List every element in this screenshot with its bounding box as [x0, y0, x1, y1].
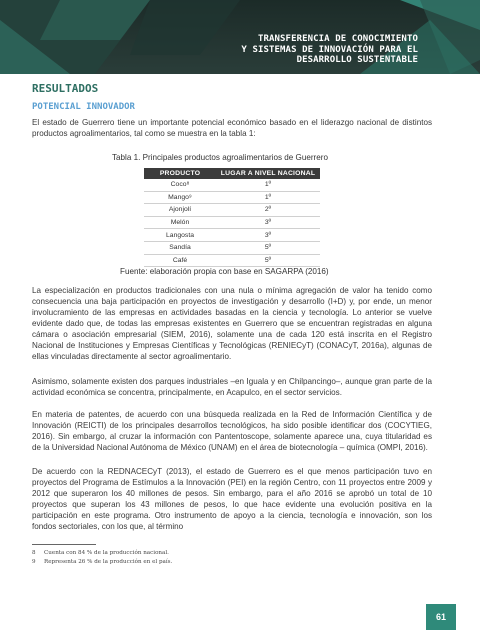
intro-paragraph: El estado de Guerrero tiene un importante potencial económico basado en el liderazgo nacional de distintos productos agroalimentarios, tal como se muestra en la tabla 1:: [32, 118, 432, 138]
page-number: 61: [426, 604, 456, 630]
table-row: [144, 241, 320, 254]
table-row: [144, 204, 320, 217]
banner-title-line-1: TRANSFERENCIA DE CONOCIMIENTO: [257, 34, 418, 44]
product-cell: Mango⁹: [144, 191, 216, 204]
body-paragraph-4: De acuerdo con la REDNACECyT (2013), el estado de Guerrero es el que menos participación tuvo en proyectos del Programa de Estímulos a la Innovación (PEI) en la región Centro, con 11 proyectos entre 2009 y 2012 que superaron los 40 millones de pesos. Sin embargo, para el año 2016 se aprobó un total de 10 proyectos que superan los 43 millones de pesos, lo que hace evidente una evolución positiva en la participación en este programa. Otro instrumento de apoyo a la ciencia, tecnología e innovación, son los fondos sectoriales, con los que, al término: [32, 467, 432, 531]
footnote-text: Representa 26 % de la producción en el país.: [44, 558, 173, 565]
rank-cell: 2º: [216, 204, 320, 217]
product-cell: Melón: [144, 216, 216, 229]
section-subheading: POTENCIAL INNOVADOR: [32, 102, 135, 112]
footnote-divider: [32, 544, 96, 545]
product-cell: Langosta: [144, 229, 216, 242]
table-header-row: [144, 168, 320, 179]
column-header-product: PRODUCTO: [144, 168, 216, 179]
table-row: [144, 191, 320, 204]
table-row: [144, 254, 320, 267]
product-cell: Café: [144, 254, 216, 267]
products-table: [144, 168, 320, 267]
rank-cell: 1º: [216, 191, 320, 204]
footnote-text: Cuenta con 84 % de la producción nacional.: [44, 550, 169, 556]
rank-cell: 5º: [216, 254, 320, 267]
banner-title-line-3: DESARROLLO SUSTENTABLE: [296, 55, 418, 65]
product-cell: Sandía: [144, 241, 216, 254]
footnote-number: 9: [32, 558, 36, 565]
rank-cell: 3º: [216, 216, 320, 229]
banner-title-line-2: Y SISTEMAS DE INNOVACIÓN PARA EL: [241, 44, 418, 55]
body-paragraph-1: La especialización en productos tradicionales con una nula o mínima agregación de valor ha tenido como consecuencia una baja participación en proyectos de investigación y desarrollo (I+D) y, por ende, un menor involucramiento de las empresas en actividades basadas en la ciencia y tecnología. Lo anterior se vuelve evidente dado que, de todas las empresas existentes en Guerrero que se encuentran registradas en alguna cámara o asociación empresarial (SIEM, 2016), solamente una de cada 120 está inscrita en el Registro Nacional de Instituciones y Empresas Científicas y Tecnológicas (RENIECyT) (CONACyT, 2016a), algunas de ellas vinculadas directamente al sector agroalimentario.: [32, 286, 432, 361]
column-header-rank: LUGAR A NIVEL NACIONAL: [216, 168, 320, 179]
banner-title: [198, 34, 418, 66]
rank-cell: 5º: [216, 241, 320, 254]
table-source: Fuente: elaboración propia con base en SAGARPA (2016): [120, 267, 329, 276]
table-row: [144, 229, 320, 242]
footnote-item: [32, 549, 172, 558]
footnotes: [32, 549, 172, 566]
footnote-item: [32, 558, 172, 567]
table-row: [144, 179, 320, 191]
product-cell: Ajonjolí: [144, 204, 216, 217]
product-cell: Coco⁸: [144, 179, 216, 191]
rank-cell: 1º: [216, 179, 320, 191]
section-heading: RESULTADOS: [32, 82, 99, 95]
header-banner: [0, 0, 480, 74]
table-caption: Tabla 1. Principales productos agroalimentarios de Guerrero: [112, 153, 328, 162]
body-paragraph-2: Asimismo, solamente existen dos parques industriales –en Iguala y en Chilpancingo–, aunque gran parte de la actividad económica se concentra, principalmente, en Acapulco, en el sector servicios.: [32, 377, 432, 397]
footnote-number: 8: [32, 550, 36, 556]
rank-cell: 3º: [216, 229, 320, 242]
body-paragraph-3: En materia de patentes, de acuerdo con una búsqueda realizada en la Red de Información Científica y de Innovación (REICTI) de los principales desarrollos tecnológicos, ha sido posible identificar dos (COCYTIEG, 2016). Sin embargo, al cruzar la información con Pantentoscope, solamente aparece una, cuya titularidad es de la Universidad Nacional Autónoma de México (UNAM) en el área de biotecnología – química (OMPI, 2016).: [32, 410, 432, 452]
table-row: [144, 216, 320, 229]
